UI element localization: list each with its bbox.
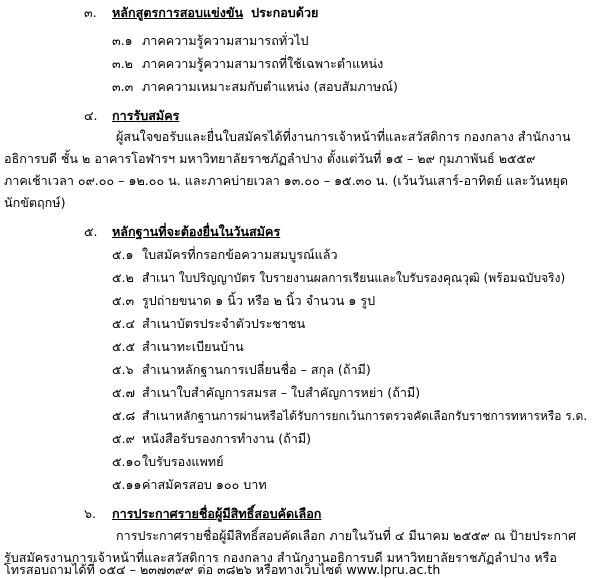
item-5-5-number: ๕.๕	[112, 339, 136, 354]
section-3-title: หลักสูตรการสอบแข่งขัน	[112, 5, 244, 20]
section-6-heading	[112, 508, 321, 521]
item-5-3-number: ๕.๓	[112, 293, 135, 308]
item-5-5-text: สำเนาทะเบียนบ้าน	[142, 339, 244, 354]
section-6-paragraph-line-1: การประกาศรายชื่อผู้มีสิทธิ์สอบคัดเลือก ภายในวันที่ ๔ มีนาคม ๒๕๕๙ ณ ป้ายประกาศ	[116, 528, 577, 543]
item-5-8-number: ๕.๘	[112, 408, 136, 423]
item-5-9-text: หนังสือรับรองการทำงาน (ถ้ามี)	[142, 431, 312, 446]
section-3-heading	[112, 7, 318, 20]
item-5-2-text: สำเนา ใบปริญญาบัตร ใบรายงานผลการเรียนและใบรับรองคุณวุฒิ (พร้อมฉบับจริง)	[142, 271, 566, 285]
item-5-3-text: รูปถ่ายขนาด ๑ นิ้ว หรือ ๒ นิ้ว จำนวน ๑ รูป	[142, 293, 376, 308]
item-3-2-number: ๓.๒	[112, 56, 133, 71]
section-4-title: การรับสมัคร	[112, 108, 180, 123]
item-5-7-text: สำเนาใบสำคัญการสมรส – ใบสำคัญการหย่า (ถ้ามี)	[142, 385, 421, 400]
item-5-1-text: ใบสมัครที่กรอกข้อความสมบูรณ์แล้ว	[142, 247, 338, 262]
section-6-number: ๖.	[84, 506, 96, 521]
item-5-8-text: สำเนาหลักฐานการผ่านหรือได้รับการยกเว้นการตรวจคัดเลือกรับราชการทหารหรือ ร.ด.	[142, 409, 588, 423]
item-3-2-text: ภาคความรู้ความสามารถที่ใช้เฉพาะตำแหน่ง	[142, 56, 384, 71]
section-3-title-suffix: ประกอบด้วย	[251, 5, 319, 20]
item-5-4-number: ๕.๔	[112, 316, 136, 331]
item-5-7-number: ๕.๗	[112, 385, 136, 400]
item-5-10-text: ใบรับรองแพทย์	[142, 454, 224, 469]
item-5-6-text: สำเนาหลักฐานการเปลี่ยนชื่อ – สกุล (ถ้ามี)	[142, 362, 371, 377]
item-5-4-text: สำเนาบัตรประจำตัวประชาชน	[142, 316, 306, 331]
section-3-number: ๓.	[84, 5, 97, 20]
item-3-3-number: ๓.๓	[112, 79, 134, 94]
section-5-heading	[112, 226, 280, 239]
item-5-11-number: ๕.๑๑	[112, 477, 142, 492]
section-5-number: ๕.	[84, 224, 98, 239]
item-3-1-text: ภาคความรู้ความสามารถทั่วไป	[142, 33, 309, 48]
item-5-10-number: ๕.๑๐	[112, 454, 142, 469]
item-5-9-number: ๕.๙	[112, 431, 135, 446]
section-5-title: หลักฐานที่จะต้องยื่นในวันสมัคร	[112, 224, 281, 239]
section-4-heading	[112, 110, 179, 123]
item-5-1-number: ๕.๑	[112, 247, 134, 262]
section-6-title: การประกาศรายชื่อผู้มีสิทธิ์สอบคัดเลือก	[112, 506, 322, 521]
section-4-paragraph-line-2: อธิการบดี ชั้น ๒ อาคารโอฬารฯ มหาวิทยาลัยราชภัฏลำปาง ตั้งแต่วันที่ ๑๕ – ๒๙ กุมภาพันธ์ ๒๕๕๙	[4, 151, 536, 166]
item-5-2-number: ๕.๒	[112, 270, 134, 285]
section-4-paragraph-line-1: ผู้สนใจขอรับและยื่นใบสมัครได้ที่งานการเจ้าหน้าที่และสวัสดิการ กองกลาง สำนักงาน	[116, 129, 571, 144]
section-6-paragraph-line-2: รับสมัครงานการเจ้าหน้าที่และสวัสดิการ กองกลาง สำนักงานอธิการบดี มหาวิทยาลัยราชภัฏลำปาง หรือ	[4, 550, 557, 565]
section-4-number: ๔.	[84, 108, 98, 123]
section-4-paragraph-line-4: นักขัตฤกษ์)	[4, 195, 66, 210]
item-3-3-text: ภาคความเหมาะสมกับตำแหน่ง (สอบสัมภาษณ์)	[142, 79, 398, 94]
section-6-paragraph-line-3: โทรสอบถามได้ที่ ๐๕๔ – ๒๓๗๓๙๙ ต่อ ๓๘๒๖ หรือทางเว็บไซต์ www.lpru.ac.th	[4, 562, 441, 577]
item-5-6-number: ๕.๖	[112, 362, 134, 377]
item-5-11-text: ค่าสมัครสอบ ๑๐๐ บาท	[142, 477, 267, 492]
section-4-paragraph-line-3: ภาคเช้าเวลา ๐๙.๐๐ – ๑๒.๐๐ น. และภาคบ่ายเวลา ๑๓.๐๐ – ๑๕.๓๐ น. (เว้นวันเสาร์-อาทิตย์ และวันหยุด	[4, 173, 569, 188]
item-3-1-number: ๓.๑	[112, 33, 133, 48]
